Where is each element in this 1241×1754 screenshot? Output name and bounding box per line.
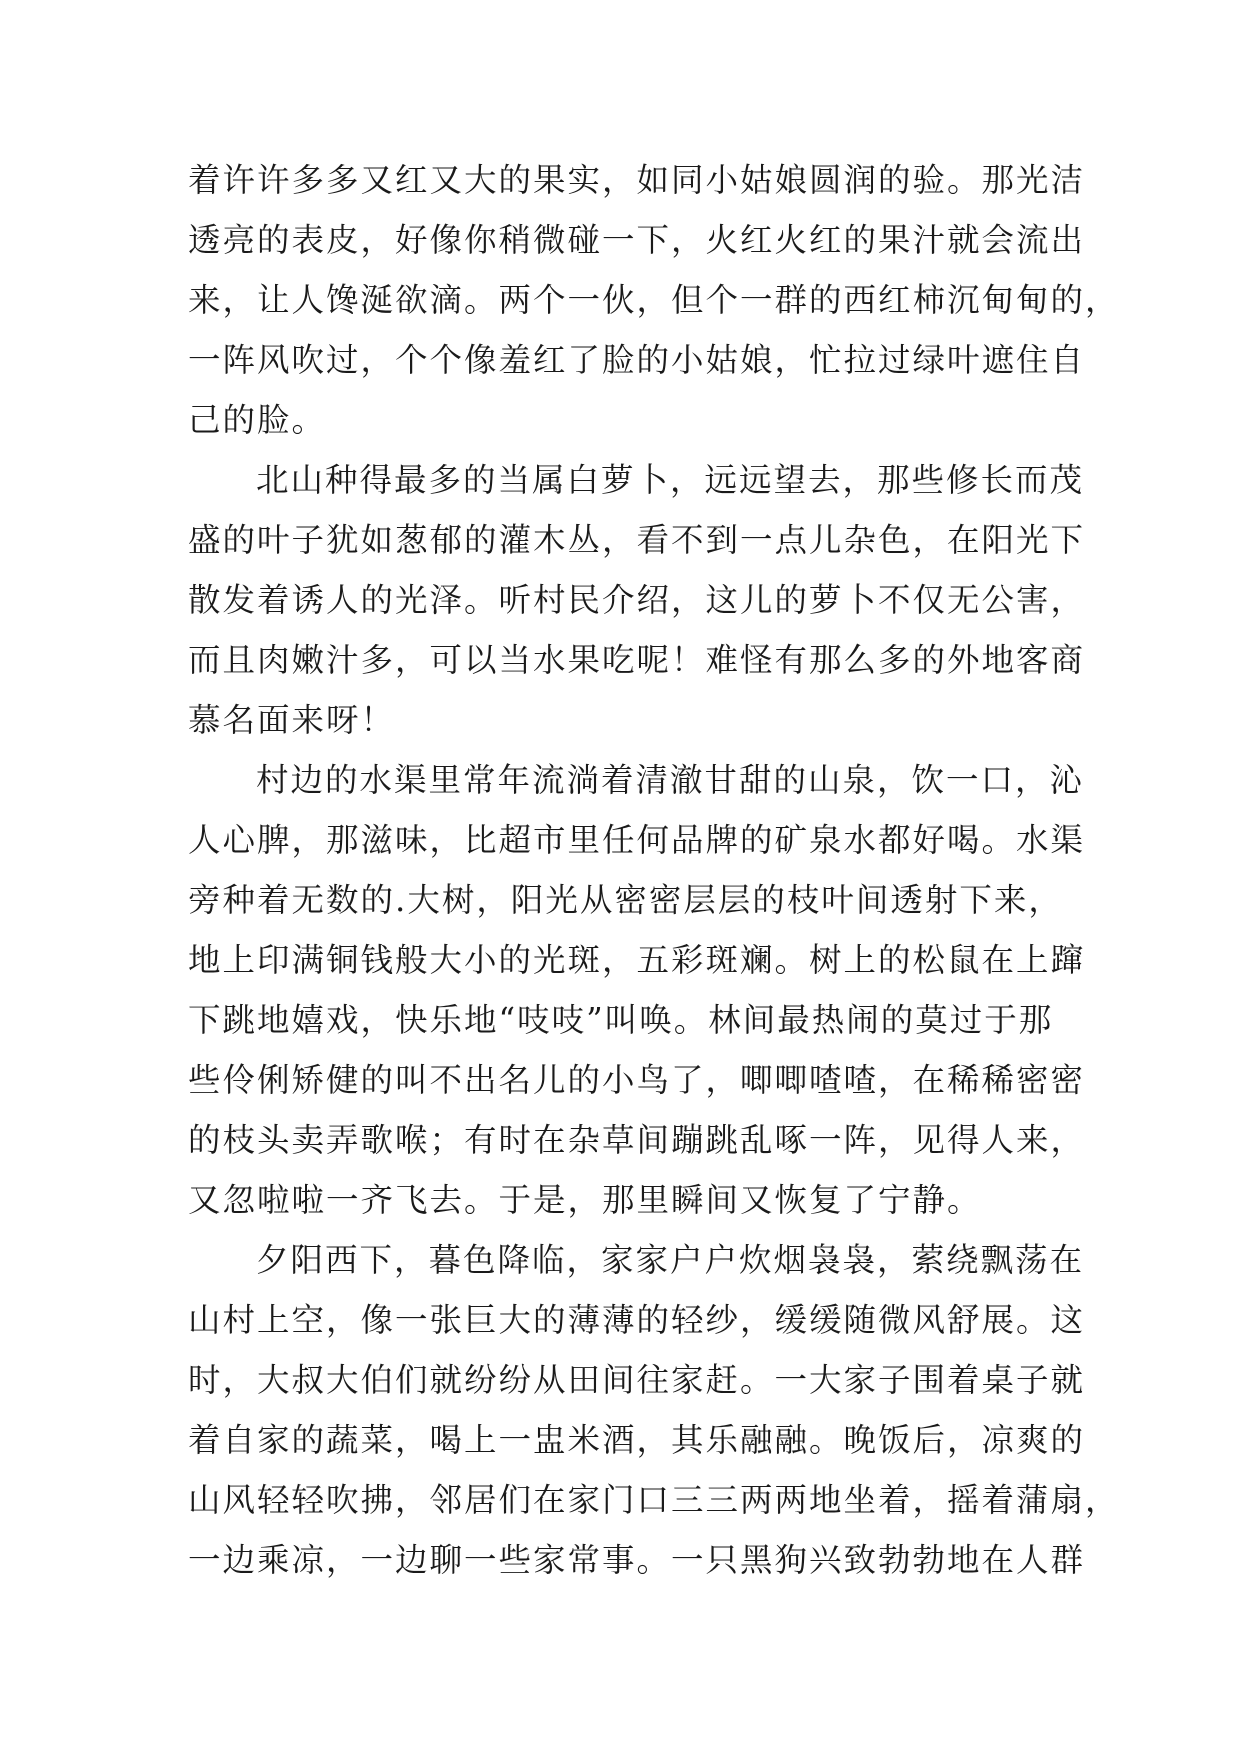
text-line: 慕名面来呀！ bbox=[188, 701, 396, 739]
paragraph-first-line: 夕阳西下，暮色降临，家家户户炊烟袅袅，萦绕飘荡在 bbox=[256, 1241, 1085, 1279]
text-line: 山村上空，像一张巨大的薄薄的轻纱，缓缓随微风舒展。这 bbox=[188, 1301, 1086, 1339]
text-line: 透亮的表皮，好像你稍微碰一下，火红火红的果汁就会流出 bbox=[188, 221, 1086, 259]
text-line: 旁种着无数的.大树，阳光从密密层层的枝叶间透射下来， bbox=[188, 881, 1063, 919]
text-line: 而且肉嫩汁多，可以当水果吃呢！难怪有那么多的外地客商 bbox=[188, 641, 1086, 679]
text-line: 又忽啦啦一齐飞去。于是，那里瞬间又恢复了宁静。 bbox=[188, 1181, 982, 1219]
text-line: 山风轻轻吹拂，邻居们在家门口三三两两地坐着，摇着蒲扇， bbox=[188, 1481, 1120, 1519]
text-line: 己的脸。 bbox=[188, 401, 327, 439]
text-line: 些伶俐矫健的叫不出名儿的小鸟了，唧唧喳喳，在稀稀密密 bbox=[188, 1061, 1086, 1099]
text-line: 着许许多多又红又大的果实，如同小姑娘圆润的验。那光洁 bbox=[188, 161, 1086, 199]
text-line: 着自家的蔬菜，喝上一盅米酒，其乐融融。晚饭后，凉爽的 bbox=[188, 1421, 1086, 1459]
text-line: 时，大叔大伯们就纷纷从田间往家赶。一大家子围着桌子就 bbox=[188, 1361, 1086, 1399]
text-line: 散发着诱人的光泽。听村民介绍，这儿的萝卜不仅无公害， bbox=[188, 581, 1086, 619]
paragraph-first-line: 村边的水渠里常年流淌着清澈甘甜的山泉，饮一口，沁 bbox=[256, 761, 1085, 799]
text-line: 人心脾，那滋味，比超市里任何品牌的矿泉水都好喝。水渠 bbox=[188, 821, 1086, 859]
paragraph-first-line: 北山种得最多的当属白萝卜，远远望去，那些修长而茂 bbox=[256, 461, 1085, 499]
text-line: 盛的叶子犹如葱郁的灌木丛，看不到一点儿杂色，在阳光下 bbox=[188, 521, 1086, 559]
text-line: 来，让人馋涎欲滴。两个一伙，但个一群的西红柿沉甸甸的， bbox=[188, 281, 1120, 319]
text-line: 一边乘凉，一边聊一些家常事。一只黑狗兴致勃勃地在人群 bbox=[188, 1541, 1086, 1579]
text-line: 一阵风吹过，个个像羞红了脸的小姑娘，忙拉过绿叶遮住自 bbox=[188, 341, 1086, 379]
text-line: 下跳地嬉戏，快乐地“吱吱”叫唤。林间最热闹的莫过于那 bbox=[188, 1001, 1054, 1039]
body-text bbox=[188, 150, 1120, 1590]
text-line: 的枝头卖弄歌喉；有时在杂草间蹦跳乱啄一阵，见得人来， bbox=[188, 1121, 1086, 1159]
text-line: 地上印满铜钱般大小的光斑，五彩斑斓。树上的松鼠在上蹿 bbox=[188, 941, 1086, 979]
